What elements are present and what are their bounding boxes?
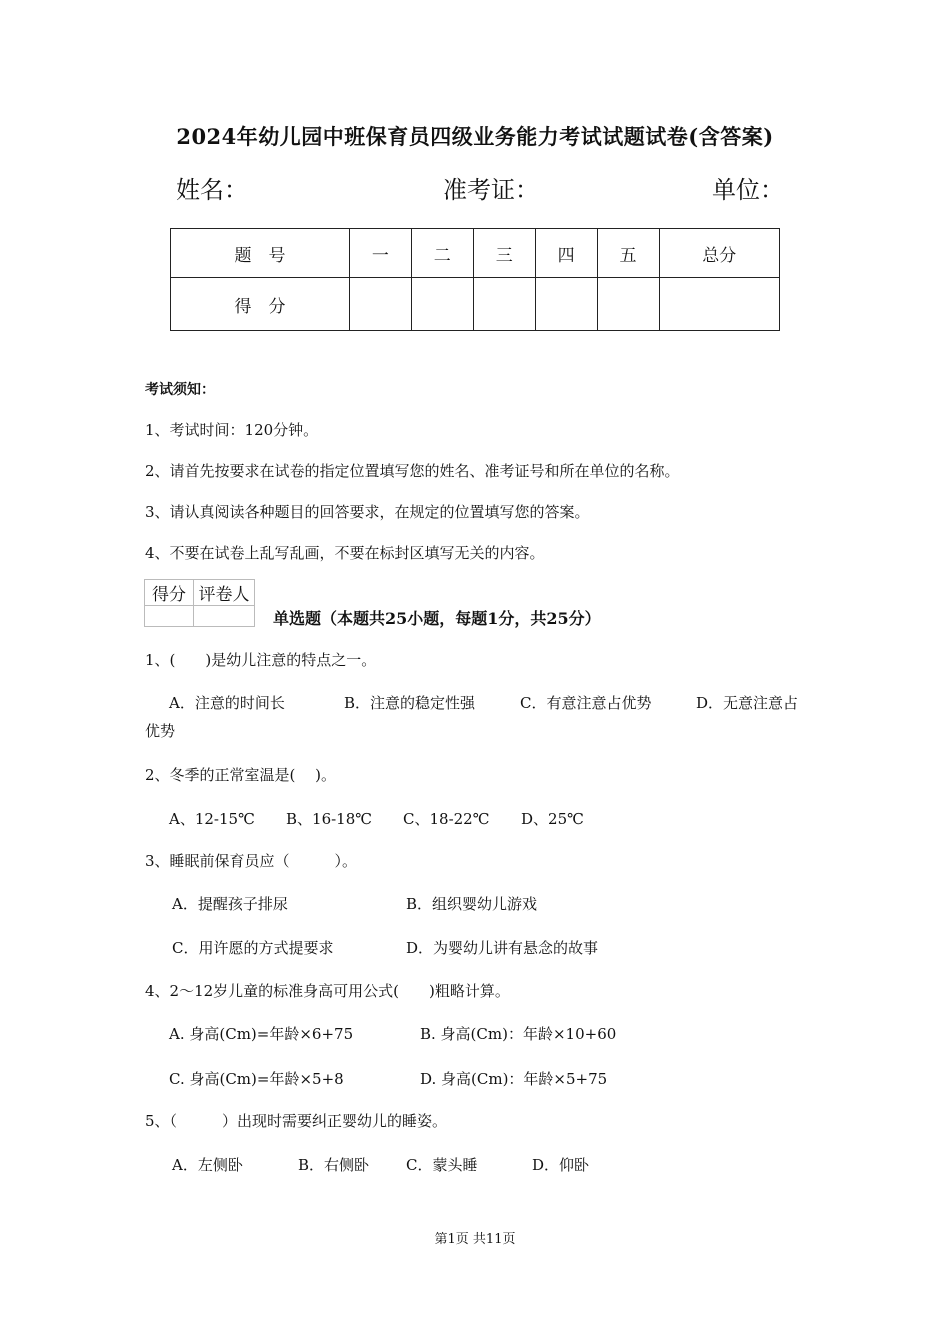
name-field-label: 姓名： bbox=[176, 176, 248, 204]
score-header-cell: 四 bbox=[535, 229, 597, 278]
question-option: A．提醒孩子排尿 bbox=[172, 895, 288, 913]
grader-score-label: 得分 bbox=[145, 580, 194, 606]
question-stem: 3、睡眠前保育员应（ ）。 bbox=[145, 852, 358, 870]
score-header-cell: 三 bbox=[473, 229, 535, 278]
grader-name-label: 评卷人 bbox=[194, 580, 255, 606]
question-option: B. 身高(Cm)：年龄×10+60 bbox=[420, 1025, 617, 1043]
question-stem: 2、冬季的正常室温是( )。 bbox=[145, 766, 337, 784]
score-cell[interactable] bbox=[659, 278, 779, 331]
score-header-cell: 题 号 bbox=[171, 229, 350, 278]
score-header-cell: 五 bbox=[597, 229, 659, 278]
score-table bbox=[170, 228, 780, 331]
question-stem: 1、( )是幼儿注意的特点之一。 bbox=[145, 651, 377, 669]
question-option-wrap: 优势 bbox=[145, 722, 176, 740]
exam-id-field-label: 准考证： bbox=[443, 176, 539, 204]
score-header-cell: 总分 bbox=[659, 229, 779, 278]
question-option: D．仰卧 bbox=[532, 1156, 590, 1174]
question-option: C、18-22℃ bbox=[403, 810, 490, 828]
question-option: B．右侧卧 bbox=[298, 1156, 370, 1174]
notice-item: 2、请首先按要求在试卷的指定位置填写您的姓名、准考证号和所在单位的名称。 bbox=[145, 462, 680, 480]
question-option: A．左侧卧 bbox=[172, 1156, 243, 1174]
notice-heading: 考试须知： bbox=[145, 382, 215, 398]
question-stem: 4、2～12岁儿童的标准身高可用公式( )粗略计算。 bbox=[145, 982, 510, 1000]
grader-box bbox=[144, 579, 255, 627]
question-option: D．无意注意占 bbox=[696, 694, 799, 712]
question-option: C．用许愿的方式提要求 bbox=[172, 939, 334, 957]
grader-name-cell[interactable] bbox=[194, 606, 255, 627]
score-cell[interactable] bbox=[473, 278, 535, 331]
notice-item: 4、不要在试卷上乱写乱画，不要在标封区填写无关的内容。 bbox=[145, 544, 545, 562]
unit-field-label: 单位： bbox=[712, 176, 784, 204]
notice-item: 3、请认真阅读各种题目的回答要求，在规定的位置填写您的答案。 bbox=[145, 503, 590, 521]
question-option: A．注意的时间长 bbox=[169, 694, 285, 712]
question-option: A、12-15℃ bbox=[169, 810, 255, 828]
question-option: B、16-18℃ bbox=[286, 810, 373, 828]
score-header-cell: 二 bbox=[411, 229, 473, 278]
score-header-cell: 一 bbox=[349, 229, 411, 278]
score-table-header-row bbox=[171, 229, 780, 278]
score-cell[interactable] bbox=[411, 278, 473, 331]
question-option: C．有意注意占优势 bbox=[520, 694, 652, 712]
score-row-label: 得 分 bbox=[171, 278, 350, 331]
section-title: 单选题（本题共25小题，每题1分，共25分） bbox=[273, 609, 601, 628]
question-option: C. 身高(Cm)=年龄×5+8 bbox=[169, 1070, 344, 1088]
score-cell[interactable] bbox=[597, 278, 659, 331]
question-stem: 5、（ ）出现时需要纠正婴幼儿的睡姿。 bbox=[145, 1112, 448, 1130]
question-option: D．为婴幼儿讲有悬念的故事 bbox=[406, 939, 599, 957]
grader-score-cell[interactable] bbox=[145, 606, 194, 627]
notice-item: 1、考试时间：120分钟。 bbox=[145, 421, 319, 439]
page-footer: 第1页 共11页 bbox=[434, 1232, 516, 1247]
score-table-score-row bbox=[171, 278, 780, 331]
question-option: C．蒙头睡 bbox=[406, 1156, 478, 1174]
score-cell[interactable] bbox=[535, 278, 597, 331]
question-option: B．组织婴幼儿游戏 bbox=[406, 895, 538, 913]
score-cell[interactable] bbox=[349, 278, 411, 331]
question-option: D. 身高(Cm)：年龄×5+75 bbox=[420, 1070, 608, 1088]
exam-title: 2024年幼儿园中班保育员四级业务能力考试试题试卷(含答案) bbox=[176, 124, 774, 149]
question-option: B．注意的稳定性强 bbox=[344, 694, 476, 712]
question-option: A. 身高(Cm)=年龄×6+75 bbox=[169, 1025, 354, 1043]
question-option: D、25℃ bbox=[521, 810, 584, 828]
